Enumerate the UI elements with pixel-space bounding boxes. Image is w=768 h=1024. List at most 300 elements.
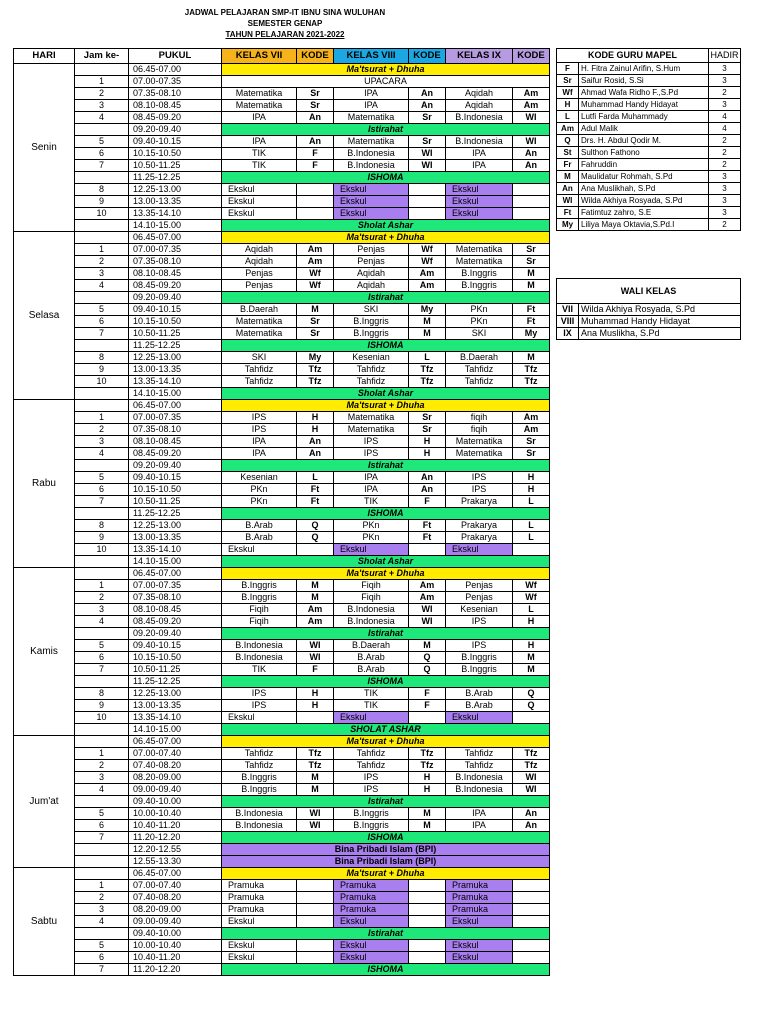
time-cell: 07.35-08.10: [129, 424, 222, 436]
activity-band: Ma'tsurat + Dhuha: [222, 868, 550, 880]
schedule-row: [14, 940, 550, 952]
subject-kelas-9: PKn: [446, 316, 513, 328]
subject-kelas-8: Pramuka: [334, 904, 409, 916]
code-kelas-8: Ft: [409, 532, 446, 544]
subject-kelas-8: Matematika: [334, 112, 409, 124]
homeroom-table: [556, 278, 741, 340]
code-kelas-7: An: [297, 136, 334, 148]
subject-kelas-8: Ekskul: [334, 544, 409, 556]
time-cell: 12.25-13.00: [129, 352, 222, 364]
teacher-hadir: 3: [709, 75, 741, 87]
subject-kelas-7: Ekskul: [222, 184, 297, 196]
time-cell: 12.25-13.00: [129, 184, 222, 196]
schedule-row: [14, 388, 550, 400]
jam-cell: 2: [75, 760, 129, 772]
time-cell: 07.00-07.40: [129, 748, 222, 760]
day-name: Jum'at: [14, 736, 75, 868]
teacher-hadir: 3: [709, 63, 741, 75]
subject-kelas-8: Matematika: [334, 412, 409, 424]
subject-kelas-9: Tahfidz: [446, 376, 513, 388]
subject-kelas-7: Penjas: [222, 268, 297, 280]
subject-kelas-8: PKn: [334, 520, 409, 532]
jam-cell: [75, 292, 129, 304]
title-semester: SEMESTER GENAP: [247, 19, 323, 28]
activity-band: Istirahat: [222, 796, 550, 808]
day-name: Rabu: [14, 400, 75, 568]
subject-kelas-8: Ekskul: [334, 208, 409, 220]
code-kelas-9: WI: [513, 772, 550, 784]
schedule-row: [14, 436, 550, 448]
jam-cell: 7: [75, 160, 129, 172]
schedule-row: [14, 916, 550, 928]
schedule-row: [14, 736, 550, 748]
subject-kelas-8: Ekskul: [334, 196, 409, 208]
schedule-row: [14, 136, 550, 148]
code-kelas-9: H: [513, 472, 550, 484]
code-kelas-7: M: [297, 304, 334, 316]
teacher-table-title: KODE GURU MAPEL: [557, 49, 709, 63]
code-kelas-7: Ft: [297, 496, 334, 508]
code-kelas-8: WI: [409, 160, 446, 172]
jam-cell: [75, 220, 129, 232]
code-kelas-9: An: [513, 820, 550, 832]
code-kelas-8: [409, 892, 446, 904]
code-kelas-9: Tfz: [513, 364, 550, 376]
subject-kelas-9: Tahfidz: [446, 364, 513, 376]
code-kelas-9: Sr: [513, 436, 550, 448]
code-kelas-8: [409, 904, 446, 916]
subject-kelas-8: Ekskul: [334, 184, 409, 196]
jam-cell: 3: [75, 904, 129, 916]
jam-cell: [75, 232, 129, 244]
teacher-hadir: 3: [709, 195, 741, 207]
subject-kelas-8: B.Inggris: [334, 820, 409, 832]
schedule-row: [14, 952, 550, 964]
time-cell: 06.45-07.00: [129, 232, 222, 244]
schedule-row: [14, 880, 550, 892]
teacher-name: H. Fitra Zainul Arifin, S.Hum: [579, 63, 709, 75]
subject-kelas-9: Kesenian: [446, 604, 513, 616]
code-kelas-8: Tfz: [409, 364, 446, 376]
code-kelas-7: [297, 544, 334, 556]
jam-cell: 9: [75, 532, 129, 544]
code-kelas-8: WI: [409, 604, 446, 616]
code-kelas-7: L: [297, 472, 334, 484]
activity-band: Sholat Ashar: [222, 220, 550, 232]
subject-kelas-9: IPS: [446, 616, 513, 628]
code-kelas-8: H: [409, 436, 446, 448]
jam-cell: 5: [75, 640, 129, 652]
code-kelas-9: [513, 940, 550, 952]
jam-cell: 5: [75, 940, 129, 952]
teacher-hadir: 3: [709, 183, 741, 195]
activity-band: Ma'tsurat + Dhuha: [222, 568, 550, 580]
subject-kelas-7: Tahfidz: [222, 376, 297, 388]
subject-kelas-8: IPA: [334, 88, 409, 100]
code-kelas-7: Am: [297, 616, 334, 628]
time-cell: 08.20-09.00: [129, 772, 222, 784]
teacher-name: Liliya Maya Oktavia,S.Pd.I: [579, 219, 709, 231]
schedule-row: [14, 820, 550, 832]
code-kelas-8: Am: [409, 580, 446, 592]
subject-kelas-9: Ekskul: [446, 940, 513, 952]
subject-kelas-7: Ekskul: [222, 940, 297, 952]
time-cell: 14.10-15.00: [129, 724, 222, 736]
code-kelas-7: Wf: [297, 268, 334, 280]
code-kelas-8: M: [409, 820, 446, 832]
activity-band: Bina Pribadi Islam (BPI): [222, 856, 550, 868]
schedule-table: [13, 48, 550, 976]
jam-cell: [75, 928, 129, 940]
subject-kelas-7: Ekskul: [222, 208, 297, 220]
jam-cell: 2: [75, 88, 129, 100]
homeroom-row: [557, 316, 741, 328]
subject-kelas-7: B.Indonesia: [222, 640, 297, 652]
jam-cell: [75, 400, 129, 412]
subject-kelas-9: B.Inggris: [446, 280, 513, 292]
subject-kelas-9: Ekskul: [446, 712, 513, 724]
header-kelas-9: KELAS IX: [446, 49, 513, 64]
teacher-name: Maulidatur Rohmah, S.Pd: [579, 171, 709, 183]
code-kelas-8: [409, 196, 446, 208]
subject-kelas-9: Matematika: [446, 448, 513, 460]
time-cell: 07.00-07.35: [129, 76, 222, 88]
code-kelas-7: [297, 184, 334, 196]
teacher-code: Wf: [557, 87, 579, 99]
subject-kelas-9: B.Daerah: [446, 352, 513, 364]
code-kelas-9: Tfz: [513, 376, 550, 388]
code-kelas-9: [513, 904, 550, 916]
subject-kelas-9: B.Inggris: [446, 664, 513, 676]
code-kelas-9: WI: [513, 784, 550, 796]
schedule-row: [14, 124, 550, 136]
subject-kelas-7: B.Inggris: [222, 592, 297, 604]
subject-kelas-9: IPS: [446, 484, 513, 496]
activity-band: Istirahat: [222, 292, 550, 304]
time-cell: 09.00-09.40: [129, 916, 222, 928]
subject-kelas-8: IPA: [334, 472, 409, 484]
schedule-row: [14, 724, 550, 736]
code-kelas-7: F: [297, 160, 334, 172]
teacher-name: Ahmad Wafa Ridho F.,S.Pd: [579, 87, 709, 99]
header-hari: HARI: [14, 49, 75, 64]
time-cell: 10.15-10.50: [129, 148, 222, 160]
time-cell: 09.20-09.40: [129, 460, 222, 472]
subject-kelas-7: Aqidah: [222, 256, 297, 268]
code-kelas-7: F: [297, 148, 334, 160]
jam-cell: [75, 64, 129, 76]
homeroom-class: IX: [557, 328, 579, 340]
jam-cell: 2: [75, 424, 129, 436]
subject-kelas-7: B.Inggris: [222, 580, 297, 592]
title-year: TAHUN PELAJARAN 2021-2022: [225, 30, 345, 39]
jam-cell: 1: [75, 580, 129, 592]
code-kelas-7: Am: [297, 244, 334, 256]
schedule-header-row: [14, 49, 550, 64]
code-kelas-7: [297, 916, 334, 928]
time-cell: 13.00-13.35: [129, 532, 222, 544]
schedule-row: [14, 484, 550, 496]
time-cell: 09.40-10.15: [129, 304, 222, 316]
code-kelas-9: Wf: [513, 592, 550, 604]
header-kode-7: KODE: [297, 49, 334, 64]
jam-cell: 2: [75, 592, 129, 604]
subject-kelas-8: Penjas: [334, 244, 409, 256]
jam-cell: 9: [75, 196, 129, 208]
jam-cell: 6: [75, 316, 129, 328]
time-cell: 10.50-11.25: [129, 664, 222, 676]
teacher-code: Q: [557, 135, 579, 147]
jam-cell: 6: [75, 148, 129, 160]
schedule-row: [14, 712, 550, 724]
code-kelas-7: [297, 952, 334, 964]
jam-cell: 10: [75, 544, 129, 556]
teacher-name: Fatimtuz zahro, S.E: [579, 207, 709, 219]
time-cell: 13.00-13.35: [129, 364, 222, 376]
teacher-header-row: [557, 49, 741, 63]
code-kelas-7: Sr: [297, 328, 334, 340]
time-cell: 09.40-10.15: [129, 472, 222, 484]
subject-kelas-9: Pramuka: [446, 904, 513, 916]
code-kelas-7: Sr: [297, 316, 334, 328]
jam-cell: 9: [75, 364, 129, 376]
teacher-name: Lutfi Farda Muhammady: [579, 111, 709, 123]
jam-cell: [75, 724, 129, 736]
jam-cell: 8: [75, 184, 129, 196]
jam-cell: [75, 508, 129, 520]
time-cell: 07.35-08.10: [129, 88, 222, 100]
time-cell: 07.35-08.10: [129, 592, 222, 604]
homeroom-row: [557, 328, 741, 340]
schedule-row: [14, 364, 550, 376]
time-cell: 06.45-07.00: [129, 400, 222, 412]
subject-kelas-8: TIK: [334, 496, 409, 508]
subject-kelas-9: Ekskul: [446, 208, 513, 220]
schedule-row: [14, 772, 550, 784]
code-kelas-8: [409, 916, 446, 928]
teacher-code: An: [557, 183, 579, 195]
activity-band: Istirahat: [222, 124, 550, 136]
subject-kelas-8: B.Inggris: [334, 808, 409, 820]
jam-cell: 6: [75, 484, 129, 496]
time-cell: 14.10-15.00: [129, 220, 222, 232]
code-kelas-9: [513, 916, 550, 928]
teacher-row: [557, 135, 741, 147]
subject-kelas-9: B.Indonesia: [446, 136, 513, 148]
schedule-row: [14, 640, 550, 652]
time-cell: 11.20-12.20: [129, 832, 222, 844]
schedule-row: [14, 904, 550, 916]
teacher-code: Fr: [557, 159, 579, 171]
teacher-name: Adul Malik: [579, 123, 709, 135]
schedule-row: [14, 172, 550, 184]
code-kelas-7: An: [297, 112, 334, 124]
code-kelas-9: Sr: [513, 256, 550, 268]
teacher-row: [557, 171, 741, 183]
code-kelas-9: M: [513, 664, 550, 676]
teacher-code: M: [557, 171, 579, 183]
jam-cell: 3: [75, 268, 129, 280]
jam-cell: [75, 628, 129, 640]
schedule-row: [14, 496, 550, 508]
subject-kelas-7: B.Arab: [222, 532, 297, 544]
jam-cell: [75, 796, 129, 808]
code-kelas-9: WI: [513, 112, 550, 124]
schedule-row: [14, 532, 550, 544]
code-kelas-7: Sr: [297, 100, 334, 112]
code-kelas-9: [513, 880, 550, 892]
subject-kelas-8: Tahfidz: [334, 748, 409, 760]
time-cell: 11.25-12.25: [129, 508, 222, 520]
jam-cell: 4: [75, 616, 129, 628]
header-kode-9: KODE: [513, 49, 550, 64]
day-name: Kamis: [14, 568, 75, 736]
jam-cell: [75, 172, 129, 184]
schedule-row: [14, 208, 550, 220]
code-kelas-7: An: [297, 436, 334, 448]
code-kelas-7: An: [297, 448, 334, 460]
teacher-row: [557, 87, 741, 99]
schedule-row: [14, 196, 550, 208]
subject-kelas-9: Prakarya: [446, 496, 513, 508]
subject-kelas-9: Prakarya: [446, 532, 513, 544]
code-kelas-7: Am: [297, 256, 334, 268]
teacher-name: Fahruddin: [579, 159, 709, 171]
subject-kelas-8: Kesenian: [334, 352, 409, 364]
subject-kelas-9: Penjas: [446, 592, 513, 604]
title-school: JADWAL PELAJARAN SMP-IT IBNU SINA WULUHAN: [184, 8, 386, 17]
time-cell: 10.00-10.40: [129, 940, 222, 952]
subject-kelas-7: IPA: [222, 436, 297, 448]
teacher-hadir: 2: [709, 147, 741, 159]
code-kelas-9: Wf: [513, 580, 550, 592]
teacher-name: Muhammad Handy Hidayat: [579, 99, 709, 111]
code-kelas-8: WI: [409, 148, 446, 160]
time-cell: 08.20-09.00: [129, 904, 222, 916]
subject-kelas-7: PKn: [222, 496, 297, 508]
schedule-row: [14, 580, 550, 592]
code-kelas-9: M: [513, 352, 550, 364]
teacher-row: [557, 147, 741, 159]
code-kelas-8: H: [409, 784, 446, 796]
time-cell: 09.20-09.40: [129, 628, 222, 640]
jam-cell: 8: [75, 520, 129, 532]
subject-kelas-8: IPS: [334, 772, 409, 784]
jam-cell: 3: [75, 436, 129, 448]
schedule-row: [14, 784, 550, 796]
subject-kelas-7: Ekskul: [222, 196, 297, 208]
code-kelas-7: Tfz: [297, 748, 334, 760]
hadir-header: HADIR: [709, 49, 741, 63]
time-cell: 08.45-09.20: [129, 280, 222, 292]
jam-cell: 6: [75, 820, 129, 832]
jam-cell: [75, 460, 129, 472]
homeroom-table-title: WALI KELAS: [557, 279, 741, 304]
code-kelas-7: Sr: [297, 88, 334, 100]
schedule-row: [14, 520, 550, 532]
homeroom-header-row: [557, 279, 741, 304]
code-kelas-8: H: [409, 772, 446, 784]
header-pukul: PUKUL: [129, 49, 222, 64]
schedule-row: [14, 964, 550, 976]
code-kelas-8: Sr: [409, 136, 446, 148]
code-kelas-8: Am: [409, 592, 446, 604]
subject-kelas-7: IPA: [222, 448, 297, 460]
subject-kelas-7: Tahfidz: [222, 748, 297, 760]
jam-cell: [75, 676, 129, 688]
day-name: Selasa: [14, 232, 75, 400]
schedule-row: [14, 700, 550, 712]
subject-kelas-7: Matematika: [222, 100, 297, 112]
time-cell: 08.10-08.45: [129, 436, 222, 448]
code-kelas-9: An: [513, 808, 550, 820]
code-kelas-8: An: [409, 472, 446, 484]
code-kelas-8: [409, 952, 446, 964]
schedule-row: [14, 340, 550, 352]
subject-kelas-7: PKn: [222, 484, 297, 496]
subject-kelas-8: IPA: [334, 100, 409, 112]
teacher-name: Drs. H. Abdul Qodir M.: [579, 135, 709, 147]
code-kelas-9: My: [513, 328, 550, 340]
subject-kelas-8: Fiqih: [334, 580, 409, 592]
time-cell: 09.40-10.15: [129, 640, 222, 652]
code-kelas-9: Am: [513, 424, 550, 436]
subject-kelas-9: B.Arab: [446, 700, 513, 712]
subject-kelas-9: PKn: [446, 304, 513, 316]
code-kelas-9: H: [513, 640, 550, 652]
homeroom-body: [557, 304, 741, 340]
schedule-row: [14, 616, 550, 628]
teacher-hadir: 4: [709, 123, 741, 135]
subject-kelas-9: B.Inggris: [446, 268, 513, 280]
jam-cell: 4: [75, 448, 129, 460]
activity-band: Ma'tsurat + Dhuha: [222, 736, 550, 748]
day-name: Sabtu: [14, 868, 75, 976]
code-kelas-9: [513, 196, 550, 208]
code-kelas-8: [409, 208, 446, 220]
code-kelas-9: M: [513, 652, 550, 664]
schedule-row: [14, 280, 550, 292]
schedule-row: [14, 352, 550, 364]
schedule-row: [14, 892, 550, 904]
schedule-row: [14, 424, 550, 436]
header-kelas-8: KELAS VIII: [334, 49, 409, 64]
activity-band: ISHOMA: [222, 832, 550, 844]
time-cell: 11.25-12.25: [129, 172, 222, 184]
subject-kelas-7: IPS: [222, 700, 297, 712]
jam-cell: [75, 124, 129, 136]
teacher-row: [557, 123, 741, 135]
subject-kelas-7: Fiqih: [222, 604, 297, 616]
jam-cell: 2: [75, 256, 129, 268]
activity-band: Istirahat: [222, 460, 550, 472]
jam-cell: 5: [75, 136, 129, 148]
code-kelas-7: [297, 892, 334, 904]
time-cell: 13.35-14.10: [129, 376, 222, 388]
subject-kelas-7: Aqidah: [222, 244, 297, 256]
time-cell: 12.20-12.55: [129, 844, 222, 856]
jam-cell: [75, 388, 129, 400]
time-cell: 11.20-12.20: [129, 964, 222, 976]
subject-kelas-8: B.Arab: [334, 664, 409, 676]
teacher-hadir: 3: [709, 171, 741, 183]
homeroom-teacher: Wilda Akhiya Rosyada, S.Pd: [579, 304, 741, 316]
jam-cell: 2: [75, 892, 129, 904]
subject-kelas-7: Matematika: [222, 316, 297, 328]
subject-kelas-8: IPS: [334, 436, 409, 448]
code-kelas-9: Tfz: [513, 760, 550, 772]
schedule-row: [14, 184, 550, 196]
